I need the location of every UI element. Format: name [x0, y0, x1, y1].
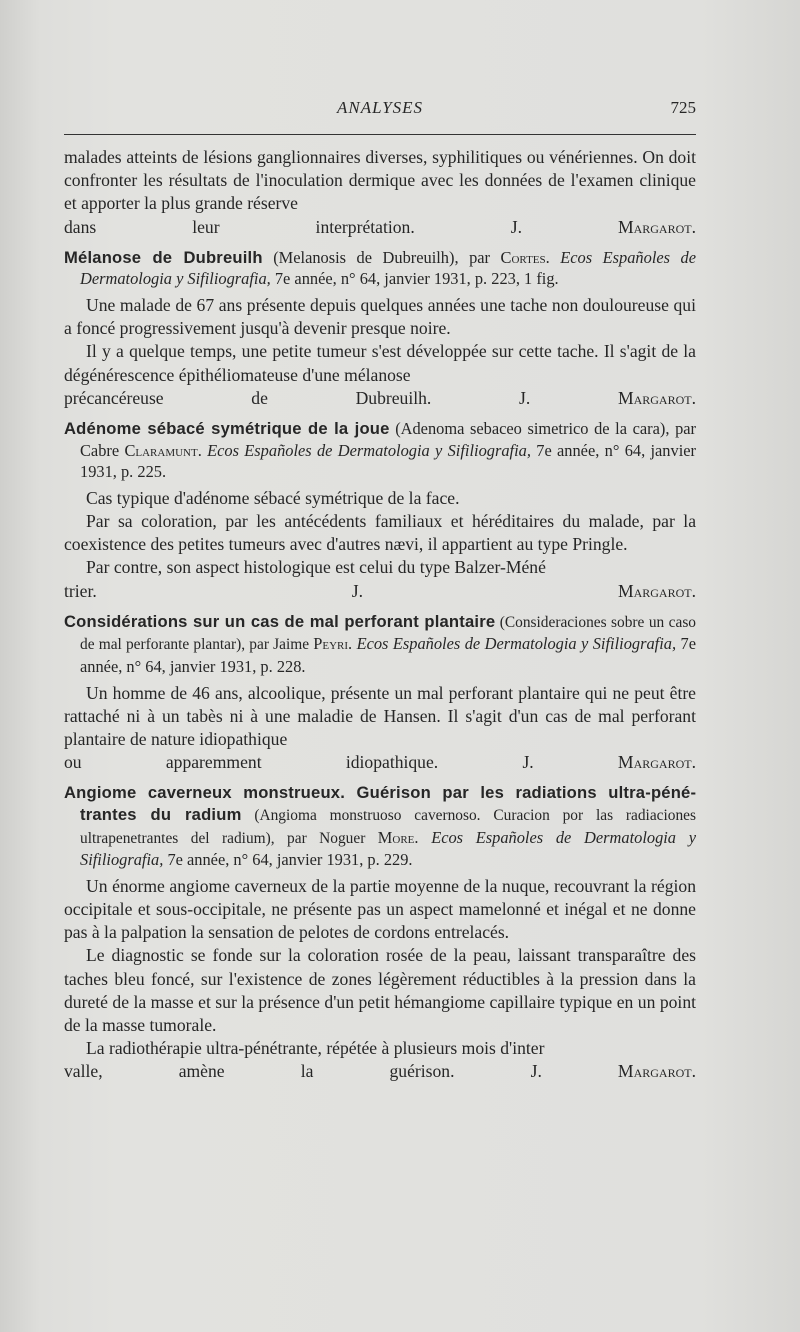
article-author: More: [377, 827, 415, 847]
article-journal: Ecos Españoles de Dermatologia y Sifiliografia,: [80, 827, 696, 870]
article-title: Mélanose de Dubreuilh: [64, 247, 263, 267]
article-ref: (Angioma monstruoso cavernoso. Curacion por las radiaciones ultrapenetrantes del radium), par Noguer: [80, 807, 696, 847]
article-heading: [64, 782, 696, 870]
article-mal-perforant: [64, 611, 696, 775]
intro-signature: J. Margarot.: [510, 216, 696, 237]
article-journal: Ecos Españoles de Dermatologia y Sifiliografia,: [207, 440, 531, 460]
article-issue: 7e année, n° 64, janvier 1931, p. 225.: [80, 440, 696, 482]
article-paragraph: Par sa coloration, par les antécédents familiaux et héréditaires du malade, par la coexistence des petites tumeurs avec d'autres nævi, il appartient au type Pringle.: [64, 511, 696, 555]
article-signature: J. Margarot.: [519, 387, 696, 408]
article-journal: Ecos Españoles de Dermatologia y Sifiliografia,: [80, 247, 697, 289]
article-author: Claramunt: [124, 440, 198, 460]
article-issue: 7e année, n° 64, janvier 1931, p. 223, 1 fig.: [270, 269, 559, 289]
article-last-line: trier.: [64, 580, 97, 601]
article-last-line: ou apparemment idiopathique.: [64, 752, 439, 773]
article-paragraph: Un énorme angiome caverneux de la partie moyenne de la nuque, recouvrant la région occipitale et sous-occipitale, ne présente pas un aspect mamelonné et inégal et ne donne pas à la palpation la sensation de pelotes de cordons entrelacés.: [64, 875, 696, 943]
article-angiome: [64, 782, 696, 1083]
article-author: Peyri: [313, 634, 349, 654]
article-melanose: [64, 247, 696, 410]
intro-paragraph: malades atteints de lésions ganglionnaires diverses, syphilitiques ou vénériennes. On doit confronter les résultats de l'inoculation dermique avec les données de l'examen clinique et apporter la plus grande réserve: [64, 147, 696, 214]
article-journal: Ecos Españoles de Dermatologia y Sifiliografia,: [356, 634, 677, 654]
article-author: Cortes: [500, 247, 546, 267]
article-paragraph: La radiothérapie ultra-pénétrante, répétée à plusieurs mois d'inter: [86, 1038, 545, 1059]
article-ref: (Consideraciones sobre un caso de mal perforante plantar), par Jaime: [80, 613, 696, 654]
article-paragraph: Un homme de 46 ans, alcoolique, présente un mal perforant plantaire qui ne peut être rattaché ni à un tabès ni à une maladie de Hansen. Il s'agit d'un cas de mal perforant plantaire de nature idiopathique: [64, 682, 696, 749]
header-rule: [64, 134, 696, 135]
article-ref: (Melanosis de Dubreuilh), par: [262, 247, 501, 267]
article-title: Adénome sébacé symétrique de la joue: [64, 419, 390, 439]
article-title: Considérations sur un cas de mal perforant plantaire: [64, 611, 496, 631]
article-ref-sep: .: [348, 634, 357, 654]
article-signature: J. Margarot.: [522, 752, 696, 773]
article-paragraph: Le diagnostic se fonde sur la coloration rosée de la peau, laissant transparaître des taches bleu foncé, sur l'existence de zones légèrement réductibles à la pression dans la dureté de la masse et sur la présence d'un petit hémangiome capillaire typique en un point de la masse tumorale.: [64, 945, 696, 1035]
article-paragraph: Cas typique d'adénome sébacé symétrique de la face.: [86, 487, 460, 508]
article-title: Angiome caverneux monstrueux. Guérison par les radiations ultra-pénétrantes du radium: [64, 783, 696, 824]
article-issue: 7e année, n° 64, janvier 1931, p. 228.: [80, 634, 696, 676]
article-ref: (Adenoma sebaceo simetrico de la cara), par Cabre: [80, 419, 696, 460]
article-adenome: [64, 418, 696, 603]
article-signature-line: [64, 751, 696, 774]
page-content: [64, 146, 696, 1084]
page-number: 725: [670, 98, 696, 117]
article-signature: J. Margarot.: [351, 580, 696, 601]
article-paragraph: Il y a quelque temps, une petite tumeur s'est développée sur cette tache. Il s'agit de la dégénérescence épithéliomateuse d'une mélanose: [64, 341, 696, 385]
article-ref-sep: .: [545, 247, 561, 267]
running-title: ANALYSES: [336, 98, 424, 117]
article-signature-line: [64, 387, 696, 410]
article-ref-sep: .: [414, 827, 432, 847]
article-issue: 7e année, n° 64, janvier 1931, p. 229.: [163, 850, 413, 870]
article-ref-sep: .: [197, 440, 208, 460]
article-paragraph: Par contre, son aspect histologique est celui du type Balzer-Méné: [86, 557, 546, 578]
article-signature-line: [64, 580, 696, 603]
article-paragraph: Une malade de 67 ans présente depuis quelques années une tache non douloureuse qui a foncé progressivement jusqu'à devenir presque noire.: [64, 295, 696, 339]
article-signature: J. Margarot.: [530, 1061, 696, 1082]
article-last-line: précancéreuse de Dubreuilh.: [64, 387, 432, 408]
intro-signature-line: [64, 216, 696, 239]
page-header: [64, 98, 696, 124]
article-signature-line: [64, 1060, 696, 1083]
article-last-line: valle, amène la guérison.: [64, 1061, 455, 1082]
intro-last-line: dans leur interprétation.: [64, 216, 415, 237]
article-heading: [64, 247, 696, 290]
article-heading: [64, 418, 696, 483]
article-heading: [64, 611, 696, 678]
